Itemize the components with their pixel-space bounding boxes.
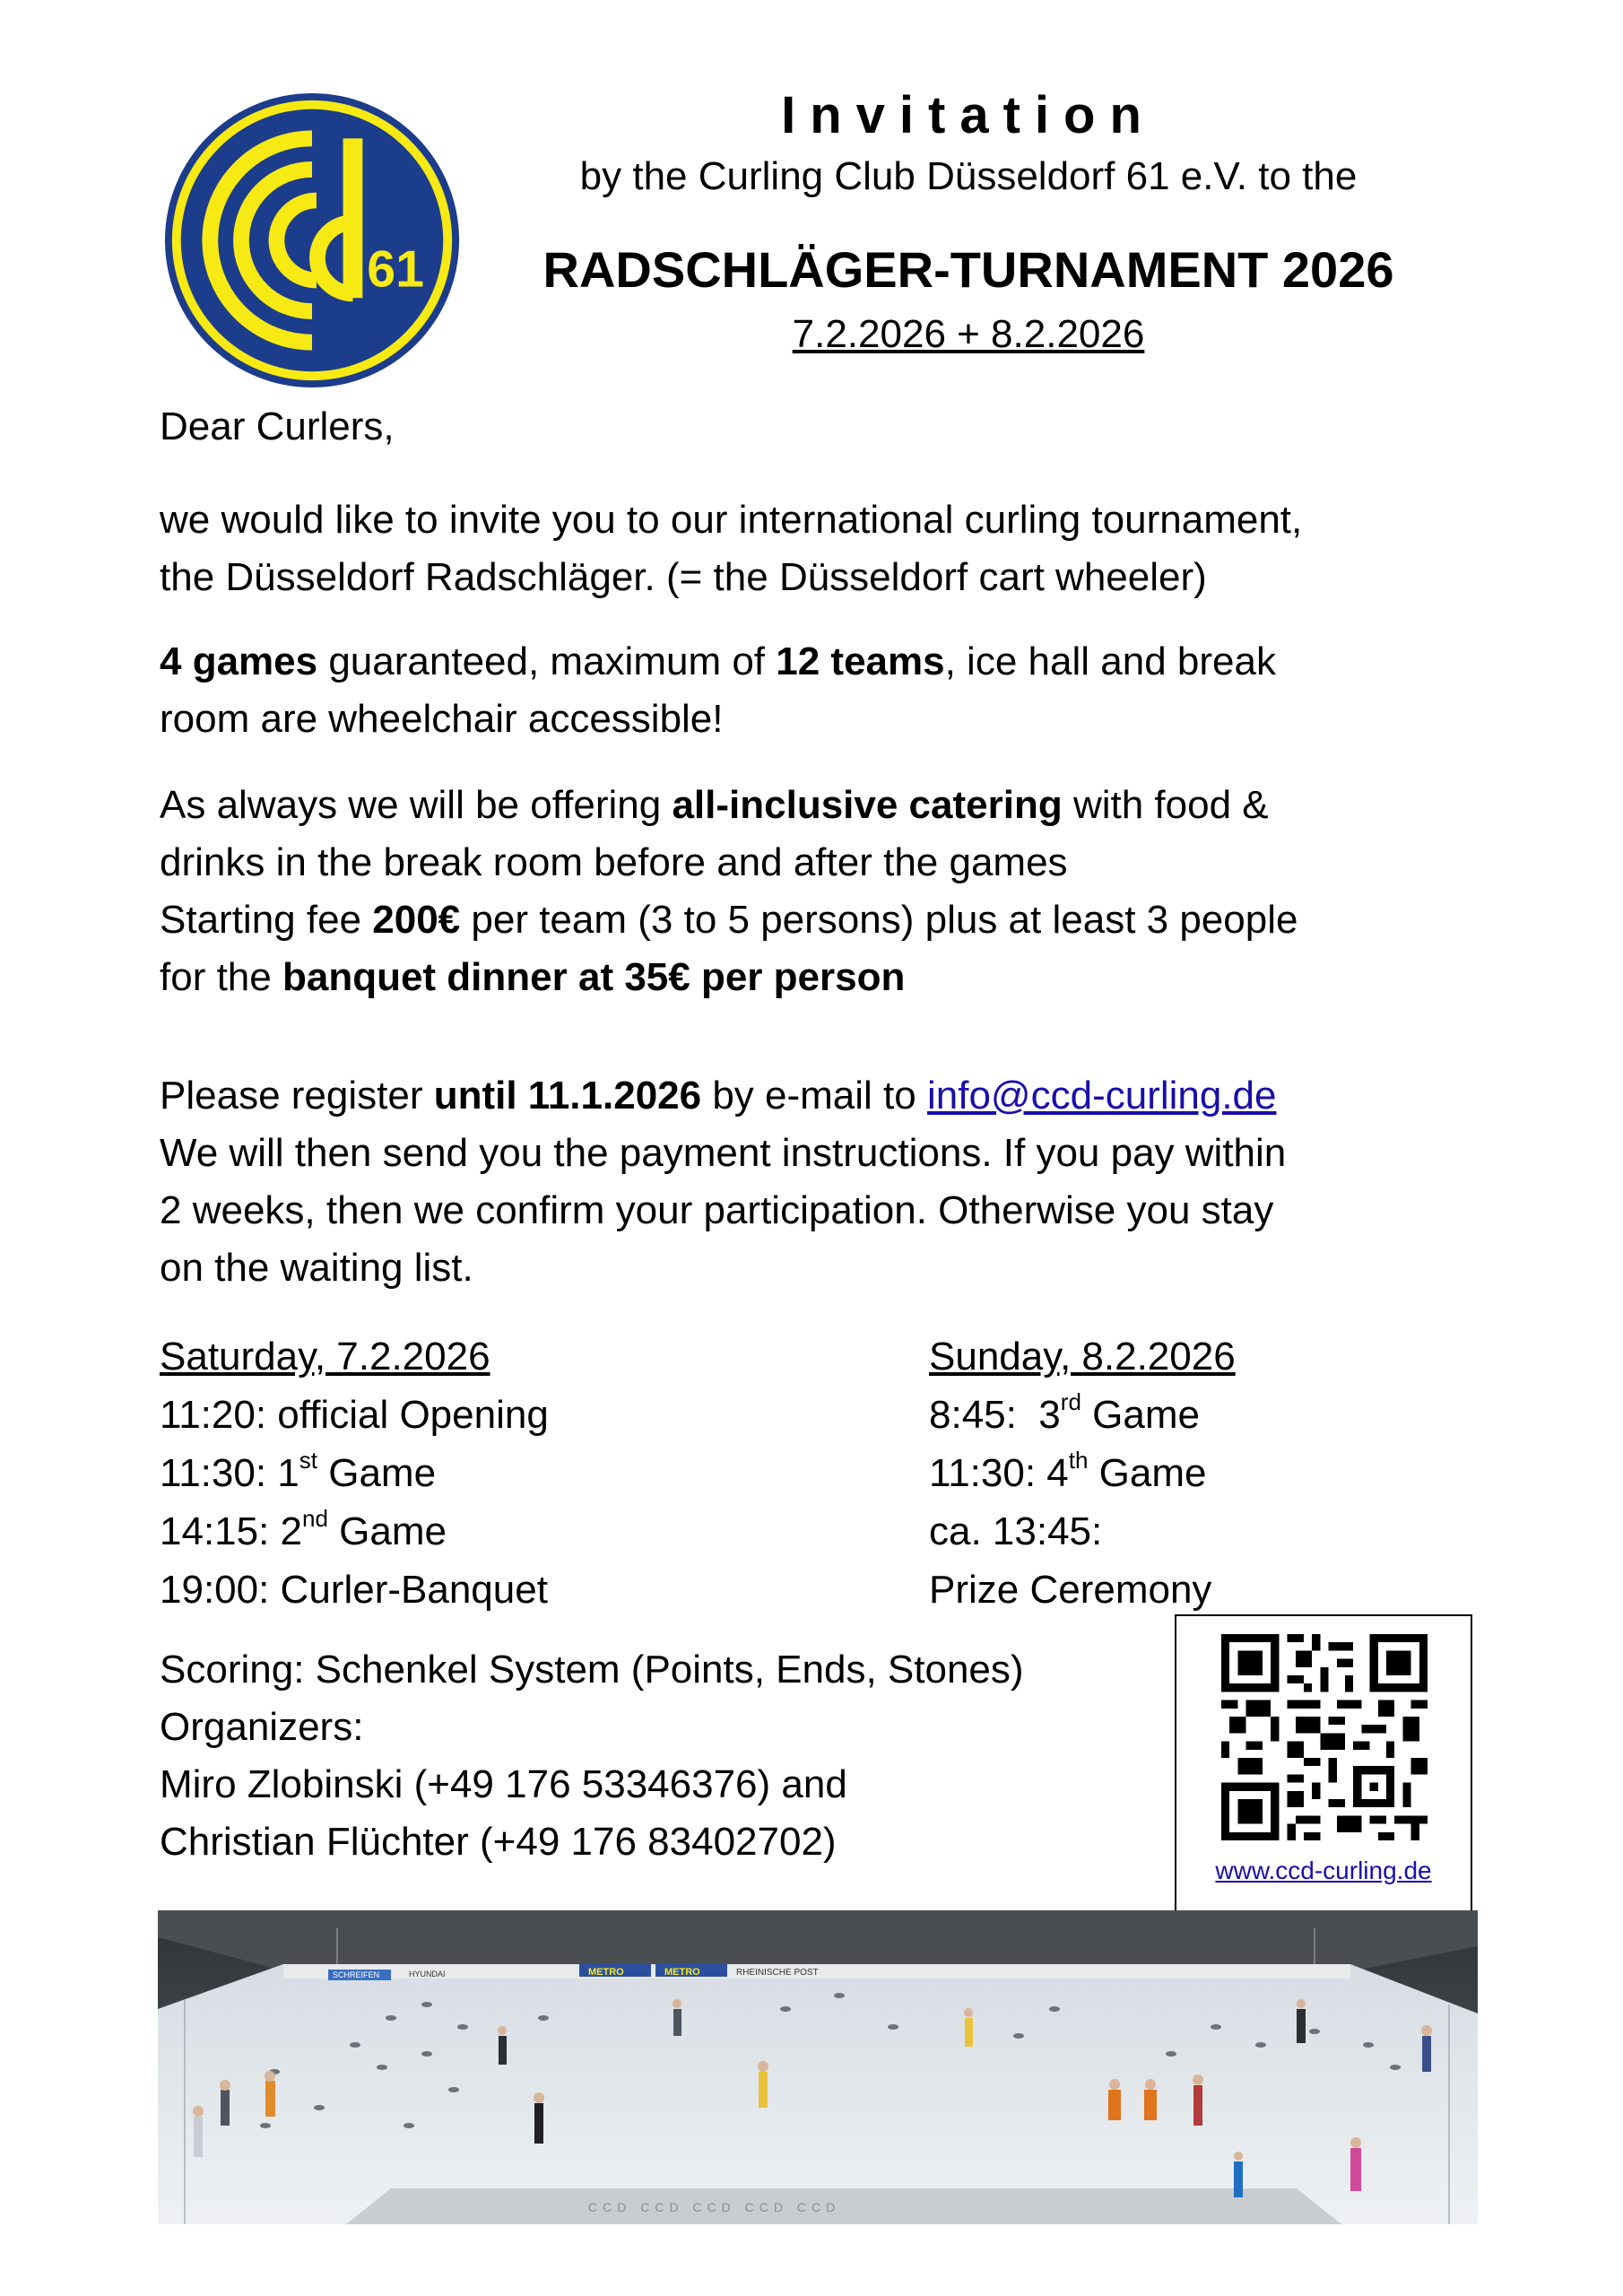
catering-text: with food & <box>1062 783 1269 827</box>
schedule-item: 19:00: Curler-Banquet <box>160 1568 548 1612</box>
organizer-contact: Christian Flüchter (+49 176 83402702) <box>160 1820 837 1864</box>
ordinal-suffix: th <box>1068 1447 1089 1474</box>
fee-text: per team (3 to 5 persons) plus at least 3 people <box>460 898 1298 942</box>
schedule-event: Game <box>327 1509 447 1553</box>
intro-line: the Düsseldorf Radschläger. (= the Düsseldorf cart wheeler) <box>160 555 1207 599</box>
register-text: Please register <box>160 1074 434 1118</box>
games-paragraph <box>160 633 1276 748</box>
schedule-item: 11:20: official Opening <box>160 1393 549 1437</box>
club-logo <box>161 90 463 391</box>
catering-line <box>160 777 1298 834</box>
teams-count: 12 teams <box>776 639 945 683</box>
register-line: 2 weeks, then we confirm your participation. Otherwise you stay <box>160 1188 1274 1232</box>
banquet-price: banquet dinner at 35€ per person <box>282 955 906 999</box>
fee-line <box>160 891 1298 949</box>
schedule-event: Game <box>317 1451 437 1495</box>
website-link[interactable]: www.ccd-curling.de <box>1215 1857 1432 1884</box>
invitation-by-line: by the Curling Club Düsseldorf 61 e.V. to the <box>579 154 1358 198</box>
catering-line: drinks in the break room before and after the games <box>160 840 1068 884</box>
ordinal-suffix: nd <box>302 1505 328 1533</box>
fee-amount: 200€ <box>372 898 461 942</box>
greeting: Dear Curlers, <box>160 404 395 448</box>
schedule-item <box>929 1444 1236 1502</box>
fee-text: Starting fee <box>160 898 373 942</box>
games-line: room are wheelchair accessible! <box>160 697 724 741</box>
sunday-schedule <box>929 1327 1236 1619</box>
games-text: guaranteed, maximum of <box>317 639 777 683</box>
register-line <box>160 1067 1286 1125</box>
board-ad: CCD CCD CCD CCD CCD <box>588 2200 841 2214</box>
schedule-item <box>929 1386 1236 1444</box>
organizer-contact: Miro Zlobinski (+49 176 53346376) and <box>160 1762 847 1806</box>
register-line: We will then send you the payment instructions. If you pay within <box>160 1131 1287 1175</box>
schedule-time: 8:45: 3 <box>929 1393 1061 1437</box>
schedule-item <box>160 1502 549 1561</box>
registration-paragraph <box>160 1067 1286 1297</box>
saturday-schedule <box>160 1327 549 1619</box>
tournament-title: RADSCHLÄGER-TURNAMENT 2026 <box>542 241 1394 298</box>
footer-info <box>160 1641 1024 1871</box>
board-ad: METRO <box>588 1967 624 1978</box>
intro-paragraph <box>160 491 1302 606</box>
register-text: by e-mail to <box>701 1074 927 1118</box>
schedule-time: 14:15: 2 <box>160 1509 303 1553</box>
organizers-label: Organizers: <box>160 1705 364 1749</box>
fee-text: for the <box>160 955 282 999</box>
schedule-event: Game <box>1088 1451 1207 1495</box>
intro-line: we would like to invite you to our international curling tournament, <box>160 498 1303 542</box>
schedule-time: 11:30: 1 <box>160 1451 299 1495</box>
qr-code-box <box>1175 1614 1472 1912</box>
ordinal-suffix: st <box>299 1447 317 1474</box>
saturday-heading: Saturday, 7.2.2026 <box>160 1335 490 1378</box>
qr-code-icon[interactable] <box>1221 1634 1428 1840</box>
catering-text: As always we will be offering <box>160 783 673 827</box>
board-ad: HYUNDAI <box>409 1970 446 1979</box>
schedule-item <box>160 1444 549 1502</box>
schedule-item: ca. 13:45: <box>929 1509 1103 1553</box>
register-deadline: until 11.1.2026 <box>433 1074 702 1118</box>
invitation-heading: Invitation <box>781 86 1156 144</box>
schedule-item: Prize Ceremony <box>929 1568 1212 1612</box>
scoring-line: Scoring: Schenkel System (Points, Ends, Stones) <box>160 1648 1024 1692</box>
fee-line <box>160 949 1298 1006</box>
sunday-heading: Sunday, 8.2.2026 <box>929 1335 1236 1378</box>
schedule-event: Game <box>1081 1393 1200 1437</box>
svg-text:61: 61 <box>367 240 425 299</box>
schedule-time: 11:30: 4 <box>929 1451 1069 1495</box>
catering-highlight: all-inclusive catering <box>672 783 1063 827</box>
board-ad: METRO <box>664 1967 700 1978</box>
ordinal-suffix: rd <box>1060 1388 1081 1416</box>
ice-rink-photo <box>158 1910 1478 2224</box>
games-line <box>160 633 1276 691</box>
tournament-dates: 7.2.2026 + 8.2.2026 <box>792 312 1145 356</box>
catering-paragraph <box>160 777 1298 1006</box>
email-link[interactable]: info@ccd-curling.de <box>926 1074 1277 1118</box>
board-ad: SCHREIFEN <box>333 1970 380 1979</box>
games-text: , ice hall and break <box>944 639 1276 683</box>
board-ad: RHEINISCHE POST <box>736 1968 819 1978</box>
register-line: on the waiting list. <box>160 1246 473 1290</box>
games-count: 4 games <box>160 639 318 683</box>
